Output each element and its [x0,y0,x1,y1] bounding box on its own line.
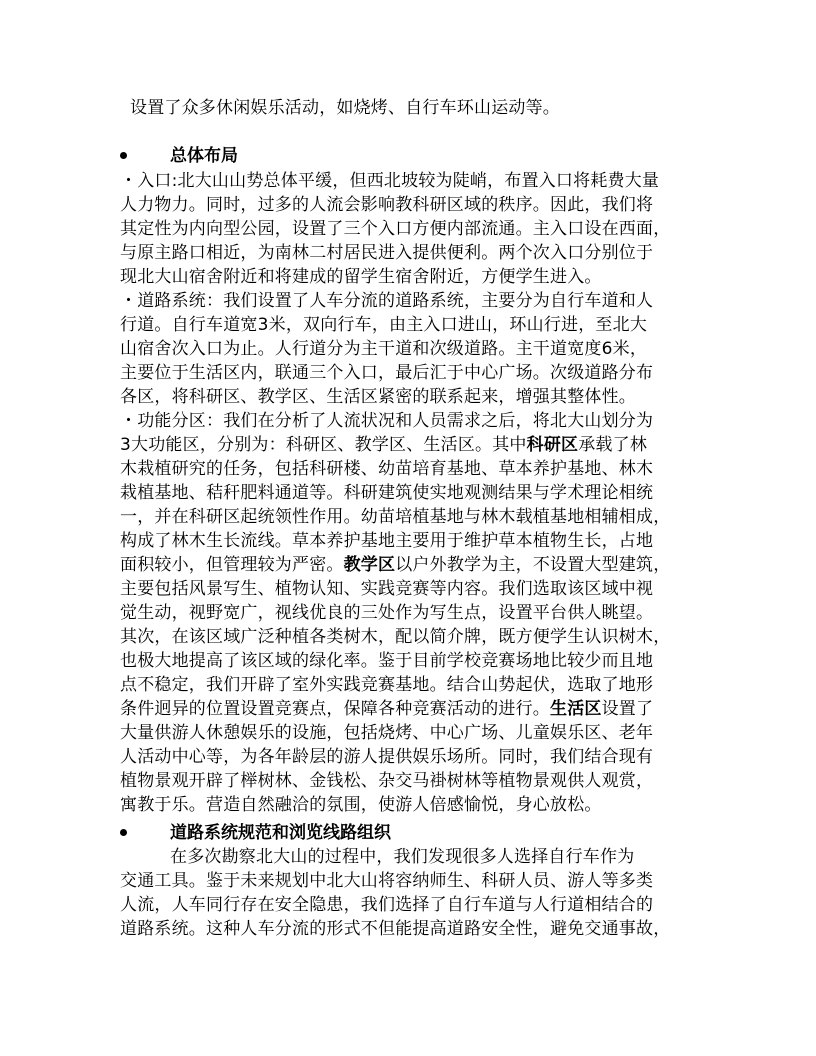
paragraph-line: 寓教于乐。营造自然融洽的氛围，使游人倍感愉悦，身心放松。 [120,795,602,815]
paragraph-line: 交通工具。鉴于未来规划中北大山将容纳师生、科研人员、游人等多类 [120,871,654,891]
paragraph-line: 木栽植研究的任务，包括科研楼、幼苗培育基地、草本养护基地、林木 [120,459,654,479]
paragraph-line: 现北大山宿舍附近和将建成的留学生宿舍附近，方便学生进入。 [120,267,602,287]
paragraph-line: 主要位于生活区内，联通三个入口，最后汇于中心广场。次级道路分布 [120,363,654,383]
paragraph-line: ・功能分区：我们在分析了人流状况和人员需求之后，将北大山划分为 [120,411,654,431]
paragraph-line: 人流，人车同行存在安全隐患，我们选择了自行车道与人行道相结合的 [120,895,654,915]
paragraph-line: 也极大地提高了该区域的绿化率。鉴于目前学校竞赛场地比较少而且地 [120,651,654,671]
text-run: 3大功能区，分别为：科研区、教学区、生活区。其中 [120,435,527,455]
paragraph-line: 山宿舍次入口为止。人行道分为主干道和次级道路。主干道宽度6米， [120,339,648,359]
paragraph-line [120,433,647,457]
paragraph-line: 一，并在科研区起统领性作用。幼苗培植基地与林木载植基地相辅相成， [120,507,671,527]
paragraph-line: 人活动中心等，为各年龄层的游人提供娱乐场所。同时，我们结合现有 [120,747,654,767]
paragraph-line: 点不稳定，我们开辟了室外实践竞赛基地。结合山势起伏，选取了地形 [120,675,654,695]
paragraph-line: 在多次勘察北大山的过程中，我们发现很多人选择自行车作为 [170,847,635,867]
paragraph-line: 构成了林木生长流线。草本养护基地主要用于维护草本植物生长，占地 [120,531,654,551]
paragraph-line: 主要包括风景写生、植物认知、实践竞赛等内容。我们选取该区域中视 [120,579,654,599]
teaching-zone-term: 教学区 [343,555,396,575]
paragraph-line: 各区，将科研区、教学区、生活区紧密的联系起来，增强其整体性。 [120,387,636,407]
paragraph-line: 大量供游人休憩娱乐的设施，包括烧烤、中心广场、儿童娱乐区、老年 [120,723,654,743]
bullet-icon [120,829,127,836]
paragraph-line: 其定性为内向型公园，设置了三个入口方便内部流通。主入口设在西面， [120,219,671,239]
paragraph-line: 道路系统。这种人车分流的形式不但能提高道路安全性，避免交通事故， [120,919,671,939]
section-heading-road-system: 道路系统规范和浏览线路组织 [170,823,391,843]
paragraph-line: 植物景观开辟了榉树林、金钱松、杂交马褂树林等植物景观供人观赏， [120,771,654,791]
paragraph-line: ・道路系统：我们设置了人车分流的道路系统，主要分为自行车道和人 [120,291,654,311]
paragraph-line: ・入口:北大山山势总体平缓，但西北坡较为陡峭，布置入口将耗费大量 [120,171,660,191]
paragraph-line [120,697,653,721]
bullet-icon [120,152,127,159]
research-zone-term: 科研区 [526,435,579,455]
text-run: 以户外教学为主，不设置大型建筑， [395,555,671,575]
text-run: 条件迥异的位置设置竞赛点，保障各种竞赛活动的进行。 [120,699,550,719]
section-heading-overall-layout: 总体布局 [170,146,238,166]
paragraph-line: 栽植基地、秸秆肥料通道等。科研建筑使实地观测结果与学术理论相统 [120,483,654,503]
text-run: 面积较小，但管理较为严密。 [120,555,344,575]
paragraph-line: 人力物力。同时，过多的人流会影响教科研区域的秩序。因此，我们将 [120,195,654,215]
text-run: 设置了 [601,699,654,719]
living-zone-term: 生活区 [550,699,602,719]
text-run: 承载了林 [578,435,648,455]
intro-line: 设置了众多休闲娱乐活动，如烧烤、自行车环山运动等。 [130,98,560,118]
paragraph-line [120,553,670,577]
paragraph-line: 与原主路口相近，为南林二村居民进入提供便利。两个次入口分别位于 [120,243,654,263]
paragraph-line: 行道。自行车道宽3米，双向行车，由主入口进山，环山行进，至北大 [120,315,648,335]
paragraph-line: 其次，在该区域广泛种植各类树木，配以简介牌，既方便学生认识树木， [120,627,671,647]
paragraph-line: 觉生动，视野宽广，视线优良的三处作为写生点，设置平台供人眺望。 [120,603,654,623]
